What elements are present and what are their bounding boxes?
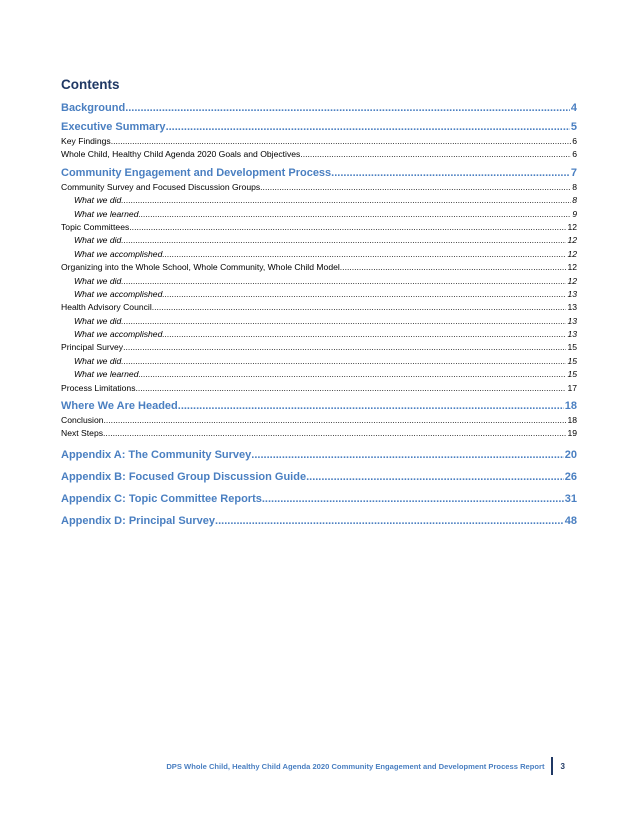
table-of-contents: [61, 101, 577, 529]
toc-entry-org-what-we-accomplished[interactable]: What we accomplished ..... 13: [61, 288, 577, 301]
page-footer: [95, 757, 565, 775]
toc-entry-process-limitations[interactable]: Process Limitations ..... 17: [61, 382, 577, 395]
toc-entry-ps-what-we-did[interactable]: What we did ..... 15: [61, 355, 577, 368]
toc-entry-goals-objectives[interactable]: Whole Child, Healthy Child Agenda 2020 Goals and Objectives ..... 6: [61, 148, 577, 161]
toc-entry-appendix-a[interactable]: Appendix A: The Community Survey ..... 20: [61, 448, 577, 463]
toc-entry-appendix-b[interactable]: Appendix B: Focused Group Discussion Guide ..... 26: [61, 470, 577, 485]
toc-entry-conclusion[interactable]: Conclusion ..... 18: [61, 414, 577, 427]
footer-page-number: 3: [560, 761, 565, 771]
toc-entry-tc-what-we-accomplished[interactable]: What we accomplished ..... 12: [61, 248, 577, 261]
footer-divider: [551, 757, 553, 775]
toc-entry-hac-what-we-accomplished[interactable]: What we accomplished ..... 13: [61, 328, 577, 341]
toc-entry-appendix-d[interactable]: Appendix D: Principal Survey ..... 48: [61, 514, 577, 529]
toc-entry-appendix-c[interactable]: Appendix C: Topic Committee Reports ..... 31: [61, 492, 577, 507]
toc-entry-hac-what-we-did[interactable]: What we did ..... 13: [61, 315, 577, 328]
toc-entry-background[interactable]: Background ..... 4: [61, 101, 577, 116]
toc-entry-community-engagement[interactable]: Community Engagement and Development Process ..... 7: [61, 166, 577, 181]
footer-title: DPS Whole Child, Healthy Child Agenda 2020 Community Engagement and Development Process Report: [166, 761, 545, 771]
toc-entry-principal-survey[interactable]: Principal Survey ..... 15: [61, 341, 577, 354]
toc-entry-next-steps[interactable]: Next Steps ..... 19: [61, 427, 577, 440]
toc-entry-executive-summary[interactable]: Executive Summary ..... 5: [61, 120, 577, 135]
toc-entry-key-findings[interactable]: Key Findings ..... 6: [61, 135, 577, 148]
toc-entry-ps-what-we-learned[interactable]: What we learned ..... 15: [61, 368, 577, 381]
toc-entry-org-what-we-did[interactable]: What we did ..... 12: [61, 275, 577, 288]
toc-entry-health-advisory-council[interactable]: Health Advisory Council ..... 13: [61, 301, 577, 314]
toc-entry-community-survey[interactable]: Community Survey and Focused Discussion Groups ..... 8: [61, 181, 577, 194]
toc-entry-topic-committees[interactable]: Topic Committees ..... 12: [61, 221, 577, 234]
toc-entry-tc-what-we-did[interactable]: What we did ..... 12: [61, 234, 577, 247]
contents-heading: Contents: [61, 77, 120, 92]
toc-entry-cs-what-we-learned[interactable]: What we learned ..... 9: [61, 208, 577, 221]
toc-entry-organizing-wscc[interactable]: Organizing into the Whole School, Whole Community, Whole Child Model ..... 12: [61, 261, 577, 274]
toc-entry-where-we-are-headed[interactable]: Where We Are Headed ..... 18: [61, 399, 577, 414]
toc-entry-cs-what-we-did[interactable]: What we did ..... 8: [61, 194, 577, 207]
